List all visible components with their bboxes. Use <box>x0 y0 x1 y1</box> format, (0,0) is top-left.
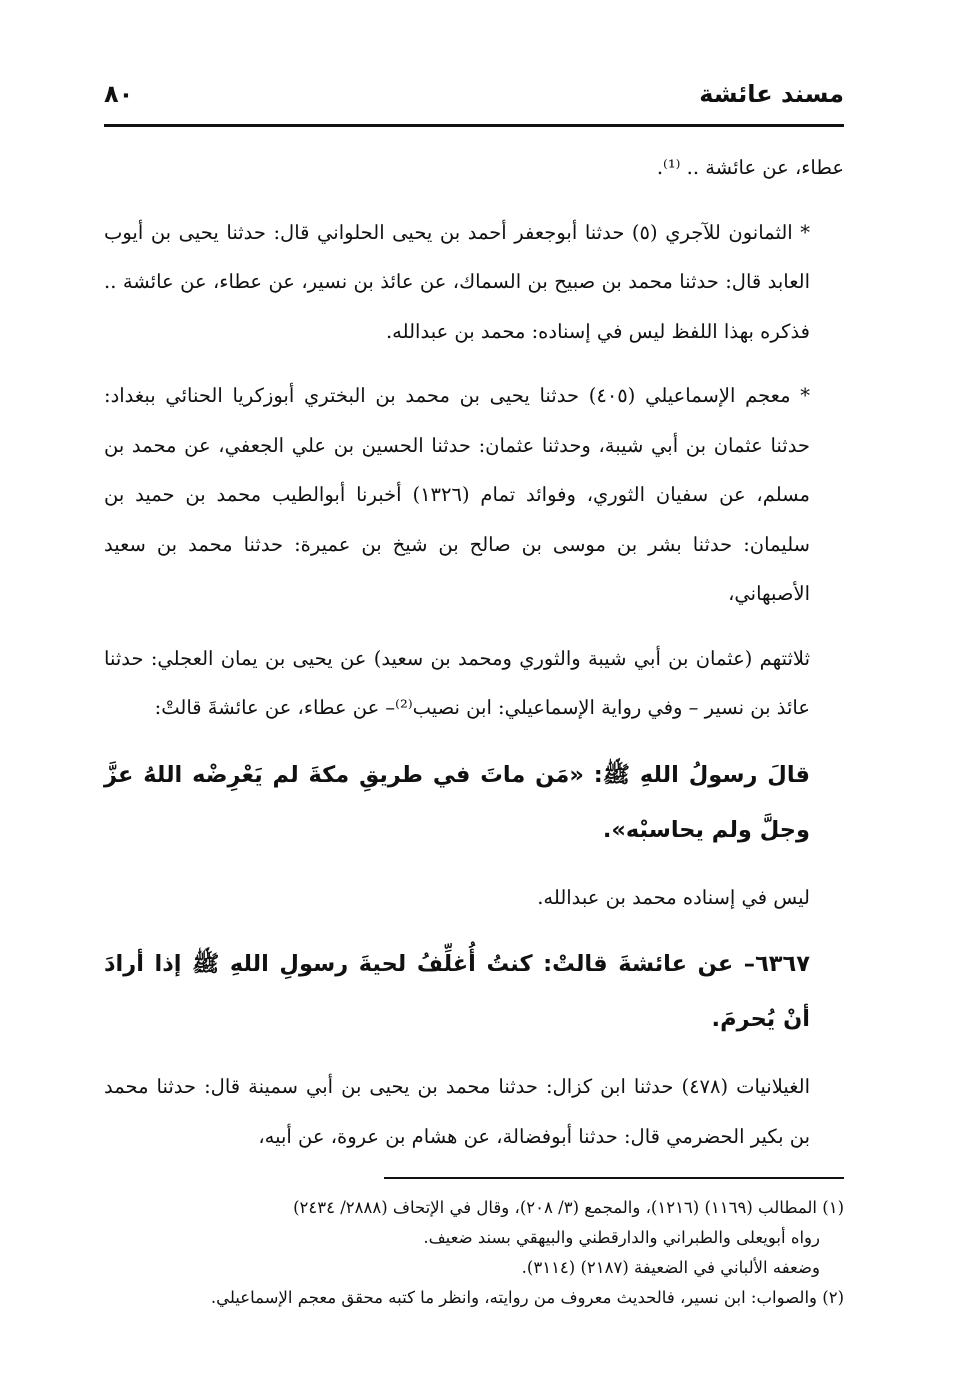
paragraph-2: * الثمانون للآجري (٥) حدثنا أبوجعفر أحمد بن يحيى الحلواني قال: حدثنا يحيى بن أيوب العابد قال: حدثنا محمد بن صبيح بن السماك، عن عائذ بن نسير، عن عطاء، عن عائشة .. فذكره بهذا اللفظ ليس في إسناده: محمد بن عبدالله. <box>104 220 811 343</box>
footnotes <box>104 1193 844 1313</box>
footnote-1-line-3: وضعفه الألباني في الضعيفة (٢١٨٧) (٣١١٤). <box>521 1258 820 1277</box>
paragraph-last: الغيلانيات (٤٧٨) حدثنا ابن كزال: حدثنا محمد بن يحيى بن أبي سمينة قال: حدثنا محمد بن بكير الحضرمي قال: حدثنا أبوفضالة، عن هشام بن عروة، عن أبيه، <box>104 1075 811 1148</box>
book-page <box>104 80 844 1313</box>
page-number: ٨٠ <box>104 80 134 108</box>
hadith-note: ليس في إسناده محمد بن عبدالله. <box>537 885 810 909</box>
page-body <box>104 143 844 1161</box>
page-header <box>104 80 844 127</box>
paragraph-4: ثلاثتهم (عثمان بن أبي شيبة والثوري ومحمد بن سعيد) عن يحيى بن يمان العجلي: حدثنا عائذ بن نسير – وفي رواية الإسماعيلي: ابن نصيب⁽²⁾– عن عطاء، عن عائشةَ قالتْ: <box>104 646 810 719</box>
footnote-1: (١) المطالب (١١٦٩) (١٢١٦)، والمجمع (٣/ ٢٠٨)، وقال في الإتحاف (٢٨٨٨/ ٢٤٣٤) <box>293 1198 844 1217</box>
paragraph-3: * معجم الإسماعيلي (٤٠٥) حدثنا يحيى بن محمد بن البختري أبوزكريا الحنائي ببغداد: حدثنا عثمان بن أبي شيبة، وحدثنا عثمان: حدثنا الحسين بن علي الجعفي، عن محمد بن مسلم، عن سفيان الثوري، وفوائد تمام (١٣٢٦) أخبرنا أبوالطيب محمد بن حميد بن سليمان: حدثنا بشر بن موسى بن صالح بن شيخ بن عميرة: حدثنا محمد بن سعيد الأصبهاني، <box>104 384 810 605</box>
footnote-1-line-2: رواه أبويعلى والطبراني والدارقطني والبيهقي بسند ضعيف. <box>423 1228 820 1247</box>
hadith-text: قالَ رسولُ اللهِ ﷺ: «مَن ماتَ في طريقِ مكةَ لم يَعْرِضْه اللهُ عزَّ وجلَّ ولم يحاسبْه». <box>104 761 810 843</box>
footnote-separator <box>384 1177 844 1179</box>
footnote-2: (٢) والصواب: ابن نسير، فالحديث معروف من روايته، وانظر ما كتبه محقق معجم الإسماعيلي. <box>210 1288 844 1307</box>
running-title: مسند عائشة <box>699 80 844 108</box>
hadith-heading: ٦٣٦٧– عن عائشةَ قالتْ: كنتُ أُغلِّفُ لحيةَ رسولِ اللهِ ﷺ إذا أرادَ أنْ يُحرمَ. <box>104 951 810 1032</box>
paragraph-1: عطاء، عن عائشة .. ⁽¹⁾. <box>656 156 844 179</box>
